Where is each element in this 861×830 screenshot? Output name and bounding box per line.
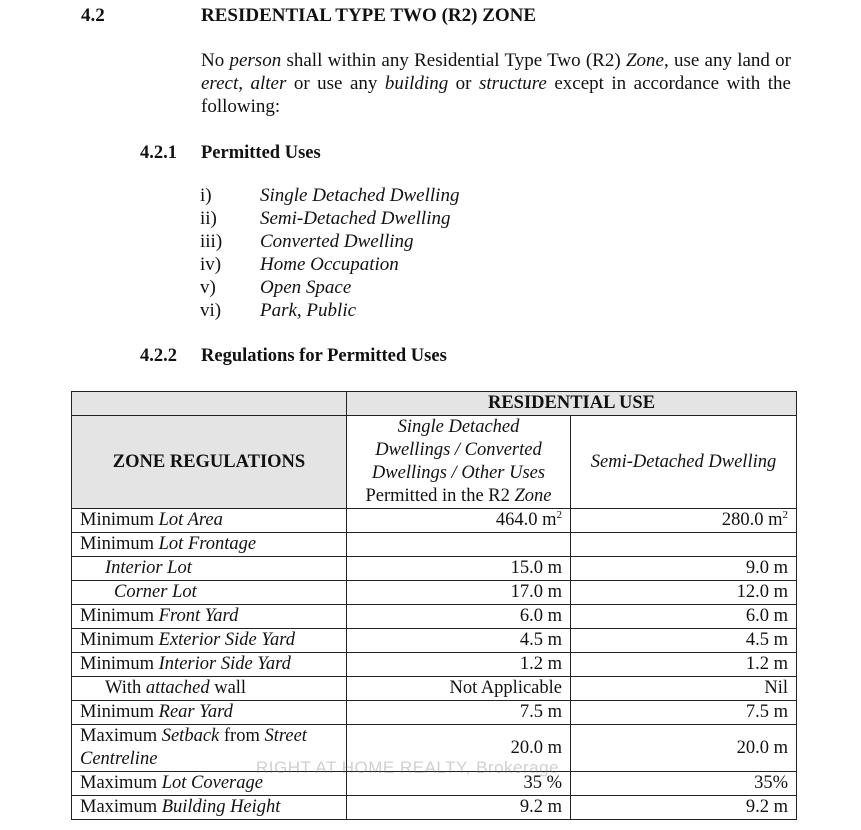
table-row: Corner Lot 17.0 m 12.0 m — [72, 581, 797, 605]
header-blank-cell — [72, 392, 347, 416]
intro-paragraph: No person shall within any Residential Type Two (R2) Zone, use any land or erect, alter or use any building or structure except in accordance with the following: — [201, 50, 791, 117]
table-row: Minimum Lot Frontage — [72, 533, 797, 557]
table-row: Maximum Setback from Street Centreline 20.0 m 20.0 m — [72, 725, 797, 772]
permitted-uses-list — [200, 184, 459, 322]
list-item: vi) Park, Public — [200, 300, 357, 321]
list-item: ii) Semi-Detached Dwelling — [200, 208, 451, 229]
table-row: Interior Lot 15.0 m 9.0 m — [72, 557, 797, 581]
table-row: Minimum Front Yard 6.0 m 6.0 m — [72, 605, 797, 629]
table-row: Minimum Interior Side Yard 1.2 m 1.2 m — [72, 653, 797, 677]
section-title: RESIDENTIAL TYPE TWO (R2) ZONE — [201, 5, 537, 26]
table-row: Maximum Lot Coverage 35 % 35% — [72, 772, 797, 796]
regulations-table — [71, 391, 797, 820]
residential-use-header: RESIDENTIAL USE — [347, 392, 797, 416]
zone-regulations-header: ZONE REGULATIONS — [72, 416, 347, 509]
table-row: Maximum Building Height 9.2 m 9.2 m — [72, 796, 797, 820]
list-item: i) Single Detached Dwelling — [200, 185, 460, 206]
list-item: iv) Home Occupation — [200, 254, 399, 275]
regulations-number: 4.2.2 — [140, 346, 177, 366]
column-header-single-detached: Single Detached Dwellings / Converted Dwellings / Other Uses Permitted in the R2 Zone — [347, 416, 571, 509]
permitted-uses-title: Permitted Uses — [201, 143, 321, 163]
section-number: 4.2 — [81, 5, 105, 26]
table-row: Minimum Rear Yard 7.5 m 7.5 m — [72, 701, 797, 725]
table-row: Minimum Lot Area 464.0 $m^2$ 280.0 $m^2$ — [72, 509, 797, 533]
table-row: With attached wall Not Applicable Nil — [72, 677, 797, 701]
permitted-uses-number: 4.2.1 — [140, 143, 177, 163]
list-item: iii) Converted Dwelling — [200, 231, 414, 252]
column-header-semi-detached: Semi-Detached Dwelling — [571, 416, 797, 509]
list-item: v) Open Space — [200, 277, 352, 298]
watermark: RIGHT AT HOME REALTY, Brokerage — [256, 758, 560, 777]
regulations-title: Regulations for Permitted Uses — [201, 346, 447, 366]
table-row: Minimum Exterior Side Yard 4.5 m 4.5 m — [72, 629, 797, 653]
